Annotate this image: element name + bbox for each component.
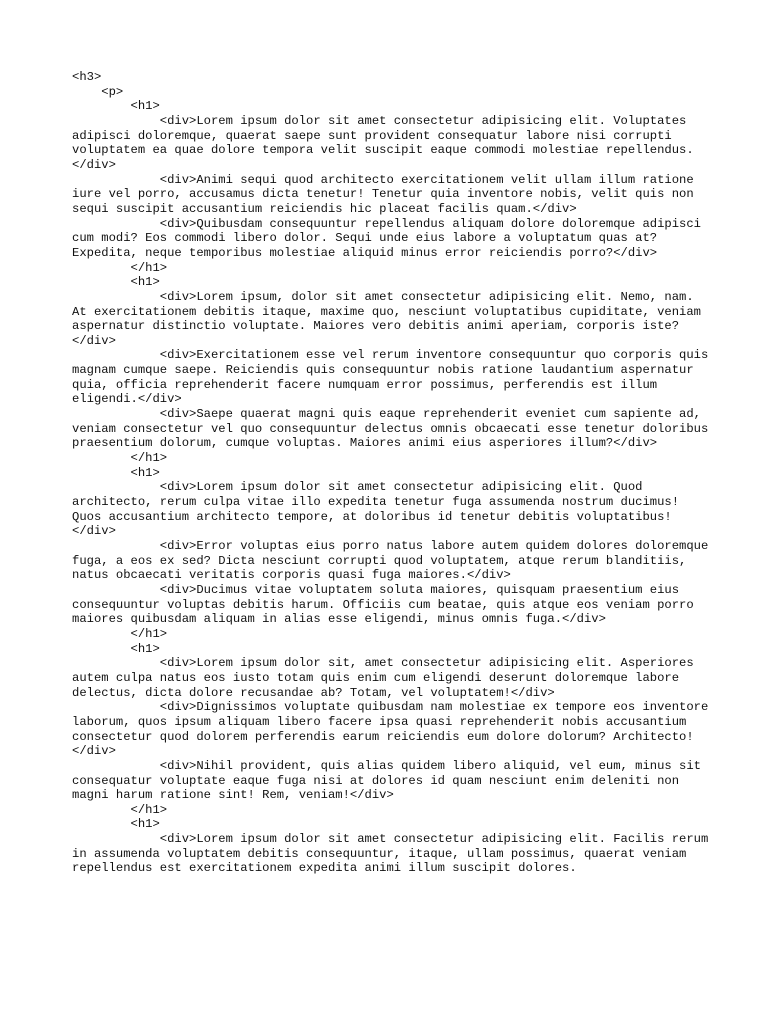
code-line: <div>Lorem ipsum, dolor sit amet consectetur adipisicing elit. Nemo, nam. At exercitationem debitis itaque, maxime quo, nesciunt voluptatibus cupiditate, veniam aspernatur distinctio voluptate. Maiores vero debitis animi aperiam, corporis iste?</div> [72,289,709,348]
code-line: <div>Exercitationem esse vel rerum inventore consequuntur quo corporis quis magnam cumque saepe. Reiciendis quis consequuntur nobis ratione laudantium aspernatur quia, officia reprehenderit facere numquam error possimus, perferendis est illum eligendi.</div> [72,348,716,407]
code-line: </h1> [72,260,168,275]
code-line: <h1> [72,99,160,114]
code-line: </h1> [72,626,168,641]
code-line: <div>Dignissimos voluptate quibusdam nam molestiae ex tempore eos inventore laborum, quos ipsum aliquam libero facere ipsa quasi reprehenderit nobis accusantium consectetur quod dolorem perferendis earum reiciendis eum dolore dolorum? Architecto!</div> [72,700,716,759]
code-line: <div>Quibusdam consequuntur repellendus aliquam dolore doloremque adipisci cum modi? Eos commodi libero dolor. Sequi unde eius labore a voluptatum quas at? Expedita, neque temporibus molestiae aliquid minus error reiciendis porro?</div> [72,216,709,260]
document-page [72,70,716,876]
code-line: <p> [72,84,124,99]
code-line: <div>Animi sequi quod architecto exercitationem velit ullam illum ratione iure vel porro, accusamus dicta tenetur! Tenetur quia inventore nobis, velit quis non sequi suscipit accusantium reiciendis hic placeat facilis quam.</div> [72,172,701,216]
code-line: <h3> [72,70,102,84]
code-line: <h1> [72,817,160,832]
code-line: <div>Lorem ipsum dolor sit amet consectetur adipisicing elit. Facilis rerum in assumenda voluptatem debitis consequuntur, itaque, ullam possimus, quaerat veniam repellendus est exercitationem expedita animi illum suscipit dolores. [72,832,716,876]
code-line: <div>Nihil provident, quis alias quidem libero aliquid, vel eum, minus sit consequatur voluptate eaque fuga nisi at dolores id quam nesciunt enim deleniti non magni harum ratione sint! Rem, veniam!</div> [72,758,709,803]
code-line: <div>Ducimus vitae voluptatem soluta maiores, quisquam praesentium eius consequuntur voluptas debitis harum. Officiis cum beatae, quis atque eos veniam porro maiores quibusdam aliquam in alias esse eligendi, minus omnis fuga.</div> [72,582,701,627]
code-line: <div>Lorem ipsum dolor sit amet consectetur adipisicing elit. Quod architecto, rerum culpa vitae illo expedita tenetur fuga assumenda nostrum ducimus! Quos accusantium architecto tempore, at doloribus id tenetur debitis voluptatibus!</div> [72,480,687,539]
code-line: </h1> [72,802,168,817]
code-line: <h1> [72,465,160,480]
code-line: <div>Lorem ipsum dolor sit, amet consectetur adipisicing elit. Asperiores autem culpa natus eos iusto totam quis enim cum eligendi deserunt doloremque labore delectus, dicta dolore recusandae ab? Totam, vel voluptatem!</div> [72,656,701,700]
code-line: <div>Error voluptas eius porro natus labore autem quidem dolores doloremque fuga, a eos ex sed? Dicta nesciunt corrupti quod voluptatem, atque rerum blanditiis, natus obcaecati veritatis corporis quasi fuga maiores.</div> [72,539,716,583]
code-line: <div>Saepe quaerat magni quis eaque reprehenderit eveniet cum sapiente ad, veniam consectetur vel quo consequuntur delectus omnis obcaecati esse tenetur doloribus praesentium dolorum, cumque voluptas. Maiores animi eius asperiores illum?</div> [72,407,716,451]
code-line: <h1> [72,641,160,656]
code-line: </h1> [72,451,168,466]
code-line: <div>Lorem ipsum dolor sit amet consectetur adipisicing elit. Voluptates adipisci doloremque, quaerat saepe sunt provident consequatur labore nisi corrupti voluptatem ea quae dolore tempora velit suscipit eaque commodi molestiae repellendus.</div> [72,113,694,172]
code-line: <h1> [72,275,160,290]
